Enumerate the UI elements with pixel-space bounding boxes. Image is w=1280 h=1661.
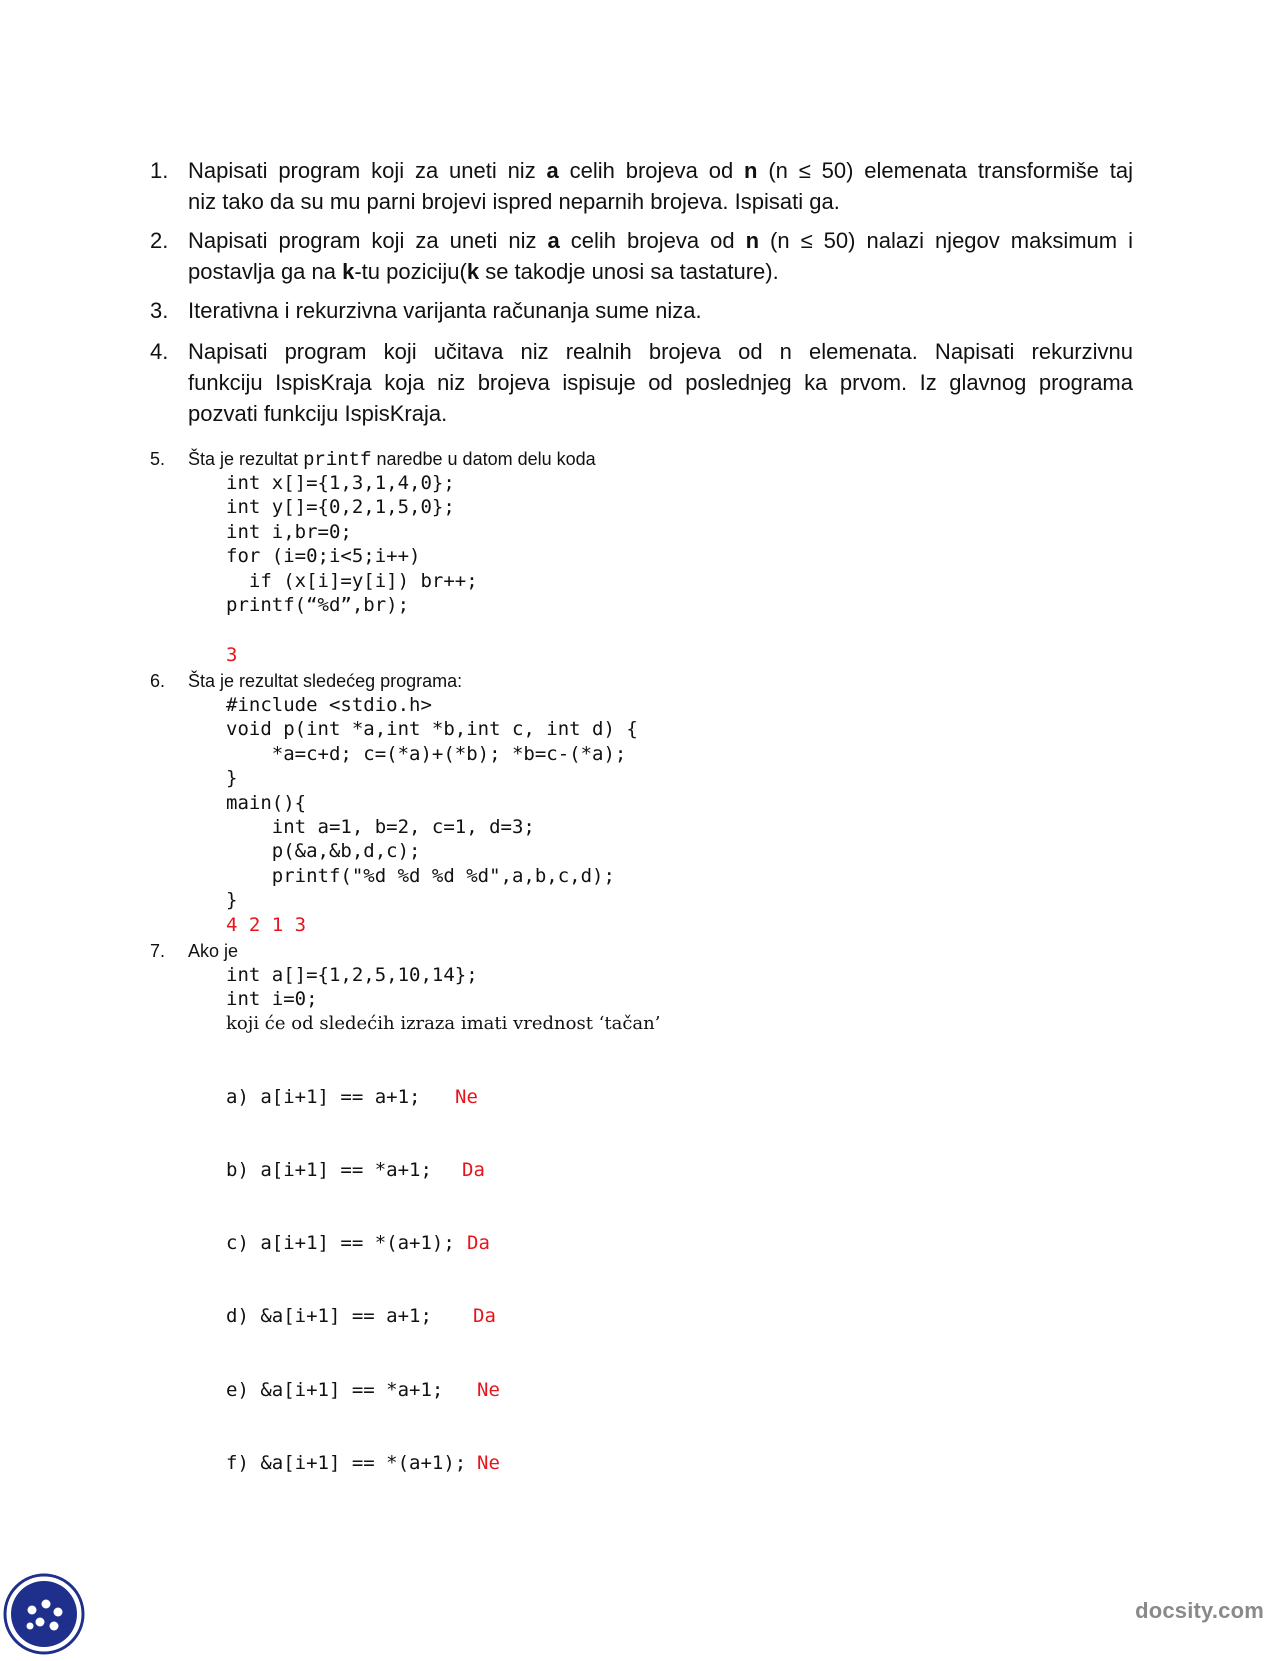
- question-6: [150, 670, 462, 692]
- option-answer: Ne: [477, 1378, 500, 1401]
- option-expression: f) &a[i+1] == *(a+1);: [226, 1451, 467, 1474]
- question-number: 1.: [150, 158, 169, 183]
- option-expression: e) &a[i+1] == *a+1;: [226, 1378, 444, 1401]
- question-2: [150, 225, 1133, 287]
- docsity-brand[interactable]: docsity.com: [1135, 1598, 1264, 1623]
- question-number: 5.: [150, 449, 166, 469]
- question-text: Šta je rezultat sledećeg programa:: [188, 671, 463, 691]
- options-list: [226, 1036, 500, 1524]
- option-answer: Da: [467, 1232, 490, 1255]
- code-block: #include <stdio.h> void p(int *a,int *b,int c, int d) { *a=c+d; c=(*a)+(*b); *b=c-(*a); } main(){ int a=1, b=2, c=1, d=3; p(&a,&b,d,c); printf("%d %d %d %d",a,b,c,d); }: [226, 694, 638, 912]
- answer: 3: [226, 644, 238, 666]
- question-4: [150, 336, 1133, 429]
- option-expression: c) a[i+1] == *(a+1);: [226, 1232, 455, 1255]
- option-expression: b) a[i+1] == *a+1;: [226, 1159, 432, 1182]
- option-expression: a) a[i+1] == a+1;: [226, 1085, 421, 1108]
- answer: 4 2 1 3: [226, 914, 307, 936]
- option-row: [226, 1231, 490, 1255]
- inline-code: printf: [303, 449, 372, 471]
- question-number: 4.: [150, 339, 169, 364]
- code-block: int x[]={1,3,1,4,0}; int y[]={0,2,1,5,0}; int i,br=0; for (i=0;i<5;i++) if (x[i]=y[i]) br++; printf(“%d”,br);: [226, 472, 478, 617]
- question-number: 2.: [150, 228, 169, 253]
- code-block: int a[]={1,2,5,10,14}; int i=0;: [226, 964, 478, 1011]
- question-text-line: Iterativna i rekurzivna varijanta računanja sume niza.: [188, 298, 702, 323]
- question-text-line: funkciju IspisKraja koja niz brojeva ispisuje od poslednjeg ka prvom. Iz glavnog programa: [188, 370, 1133, 395]
- question-7: [150, 940, 238, 962]
- option-answer: Da: [462, 1159, 485, 1182]
- question-number: 7.: [150, 941, 166, 961]
- question-number: 3.: [150, 298, 169, 323]
- question-3: [150, 295, 1133, 326]
- question-text-line: Napisati program koji za uneti niz a celih brojeva od n (n ≤ 50) elemenata transformiše taj: [188, 158, 1133, 183]
- question-text-line: postavlja ga na k-tu poziciju(k se takodje unosi sa tastature).: [188, 259, 779, 284]
- option-row: [226, 1085, 478, 1109]
- question-text: Ako je: [188, 941, 239, 961]
- option-row: [226, 1304, 496, 1328]
- sub-question: koji će od sledećih izraza imati vrednost ‘tačan’: [226, 1013, 661, 1034]
- option-answer: Ne: [455, 1085, 478, 1108]
- question-text-line: Napisati program koji za uneti niz a celih brojeva od n (n ≤ 50) nalazi njegov maksimum i: [188, 228, 1133, 253]
- docsity-logo-icon[interactable]: [2, 1572, 86, 1656]
- option-row: [226, 1378, 500, 1402]
- option-answer: Da: [473, 1305, 496, 1328]
- option-expression: d) &a[i+1] == a+1;: [226, 1305, 432, 1328]
- question-1: [150, 155, 1133, 217]
- question-5: [150, 448, 596, 471]
- question-number: 6.: [150, 671, 166, 691]
- question-text: Šta je rezultat printf naredbe u datom delu koda: [188, 449, 596, 471]
- question-text-line: niz tako da su mu parni brojevi ispred neparnih brojeva. Ispisati ga.: [188, 189, 840, 214]
- option-row: [226, 1451, 500, 1475]
- option-answer: Ne: [477, 1451, 500, 1474]
- question-text-line: pozvati funkciju IspisKraja.: [188, 401, 448, 426]
- question-text-line: Napisati program koji učitava niz realnih brojeva od n elemenata. Napisati rekurzivnu: [188, 339, 1133, 364]
- option-row: [226, 1158, 485, 1182]
